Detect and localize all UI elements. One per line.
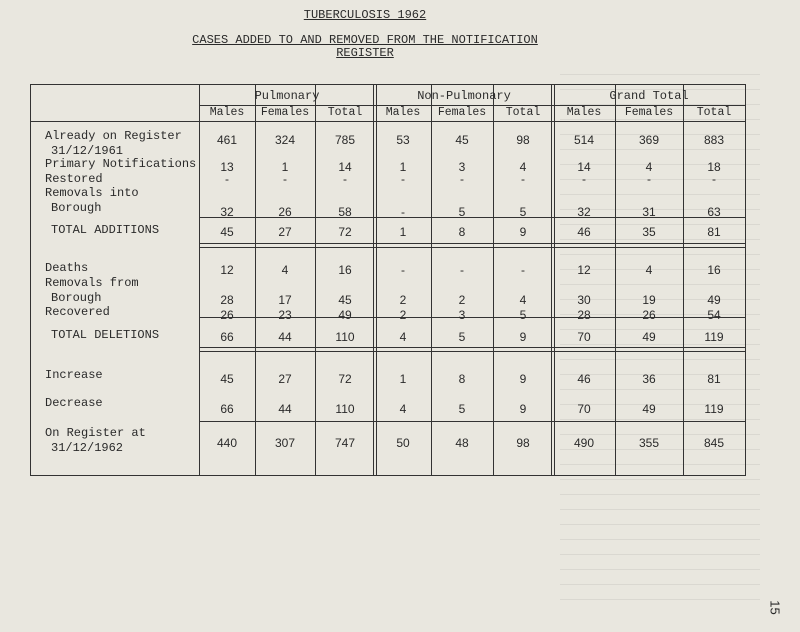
table-cell: - [283, 172, 287, 186]
table-cell: 5 [458, 205, 466, 219]
table-cell: 36 [642, 372, 656, 386]
table-cell: - [521, 172, 525, 186]
column-header: Total [696, 106, 732, 119]
row-label: Borough [51, 201, 102, 215]
table-cell: 5 [458, 330, 466, 344]
table-cell: 66 [220, 330, 234, 344]
table-cell: 747 [334, 436, 356, 450]
row-label: 31/12/1961 [51, 144, 124, 158]
table-cell: 45 [338, 293, 352, 307]
table-cell: 72 [338, 225, 352, 239]
column-header: Females [260, 106, 310, 119]
table-cell: - [401, 263, 405, 277]
column-header: Females [624, 106, 674, 119]
table-cell: 66 [220, 402, 234, 416]
table-cell: 369 [638, 133, 660, 147]
table-cell: 32 [577, 205, 591, 219]
table-title-line2: REGISTER [336, 46, 394, 60]
table-cell: 98 [516, 133, 530, 147]
row-label: Already on Register [45, 129, 182, 143]
table-cell: 110 [335, 330, 355, 344]
table-cell: 1 [399, 160, 407, 174]
table-cell: 119 [704, 402, 724, 416]
column-header: Total [505, 106, 541, 119]
table-cell: 46 [577, 225, 591, 239]
table-cell: 440 [216, 436, 238, 450]
row-label: Primary Notifications [45, 157, 197, 171]
table-cell: 49 [642, 402, 656, 416]
table-cell: 49 [707, 293, 721, 307]
row-label: 31/12/1962 [51, 441, 124, 455]
section-rule [199, 347, 745, 352]
table-cell: 81 [707, 225, 721, 239]
group-header: Grand Total [609, 89, 689, 103]
table-cell: 324 [274, 133, 296, 147]
table-cell: 27 [278, 372, 292, 386]
table-cell: 13 [220, 160, 234, 174]
table-cell: 58 [338, 205, 352, 219]
table-cell: 16 [707, 263, 721, 277]
table-cell: 26 [278, 205, 292, 219]
row-label: TOTAL ADDITIONS [51, 223, 160, 237]
table-cell: 9 [519, 372, 527, 386]
table-cell: 44 [278, 330, 292, 344]
table-cell: 4 [645, 160, 653, 174]
table-cell: 2 [399, 293, 407, 307]
table-cell: 16 [338, 263, 352, 277]
table-cell: 2 [458, 293, 466, 307]
table-cell: - [460, 263, 464, 277]
table-cell: 32 [220, 205, 234, 219]
table-cell: 785 [334, 133, 356, 147]
table-cell: 31 [642, 205, 656, 219]
table-cell: - [712, 172, 716, 186]
table-cell: - [343, 172, 347, 186]
table-cell: 54 [707, 308, 721, 322]
table-cell: 28 [577, 308, 591, 322]
group-header: Pulmonary [254, 89, 320, 103]
column-header: Males [566, 106, 602, 119]
row-label: TOTAL DELETIONS [51, 328, 160, 342]
table-cell: 119 [704, 330, 724, 344]
row-label: Increase [45, 368, 103, 382]
page-heading: TUBERCULOSIS 1962 [303, 8, 427, 22]
table-cell: 4 [519, 293, 527, 307]
column-header: Total [327, 106, 363, 119]
table-cell: 883 [703, 133, 725, 147]
table-cell: 12 [220, 263, 234, 277]
row-label: Removals from [45, 276, 139, 290]
table-cell: 49 [338, 308, 352, 322]
table-cell: 53 [396, 133, 410, 147]
table-cell: 19 [642, 293, 656, 307]
table-cell: 307 [274, 436, 296, 450]
table-cell: 35 [642, 225, 656, 239]
table-cell: 4 [399, 330, 407, 344]
table-cell: 9 [519, 225, 527, 239]
table-cell: 70 [577, 402, 591, 416]
column-header: Females [437, 106, 487, 119]
table-cell: 98 [516, 436, 530, 450]
table-cell: 9 [519, 402, 527, 416]
table-cell: 110 [335, 402, 355, 416]
row-label: Borough [51, 291, 102, 305]
table-cell: 4 [645, 263, 653, 277]
row-label: Decrease [45, 396, 103, 410]
table-cell: 4 [519, 160, 527, 174]
table-cell: 14 [577, 160, 591, 174]
table-cell: 14 [338, 160, 352, 174]
table-cell: 8 [458, 225, 466, 239]
table-cell: 45 [455, 133, 469, 147]
table-cell: 1 [399, 225, 407, 239]
table-cell: - [225, 172, 229, 186]
table-cell: 44 [278, 402, 292, 416]
table-cell: 50 [396, 436, 410, 450]
table-cell: 45 [220, 225, 234, 239]
table-cell: 355 [638, 436, 660, 450]
row-label: Deaths [45, 261, 89, 275]
table-cell: - [401, 205, 405, 219]
table-cell: 3 [458, 308, 466, 322]
table-cell: 30 [577, 293, 591, 307]
table-cell: 4 [281, 263, 289, 277]
table-cell: 45 [220, 372, 234, 386]
table-cell: 28 [220, 293, 234, 307]
table-cell: 18 [707, 160, 721, 174]
table-cell: 1 [399, 372, 407, 386]
section-rule [199, 243, 745, 248]
table-cell: - [582, 172, 586, 186]
table-cell: 72 [338, 372, 352, 386]
table-cell: 70 [577, 330, 591, 344]
table-cell: 23 [278, 308, 292, 322]
table-cell: 46 [577, 372, 591, 386]
table-cell: 2 [399, 308, 407, 322]
header-rule [31, 121, 745, 122]
table-cell: 461 [216, 133, 238, 147]
table-cell: 514 [573, 133, 595, 147]
row-rule [199, 421, 745, 422]
statistics-table [30, 84, 746, 476]
table-cell: - [460, 172, 464, 186]
table-cell: 81 [707, 372, 721, 386]
table-cell: 8 [458, 372, 466, 386]
column-header: Males [209, 106, 245, 119]
table-cell: - [647, 172, 651, 186]
column-header: Males [385, 106, 421, 119]
group-header: Non-Pulmonary [417, 89, 511, 103]
table-cell: 3 [458, 160, 466, 174]
table-cell: 17 [278, 293, 292, 307]
page-number: 15 [767, 600, 783, 615]
table-cell: 4 [399, 402, 407, 416]
table-cell: 63 [707, 205, 721, 219]
row-label: On Register at [45, 426, 146, 440]
table-cell: 9 [519, 330, 527, 344]
table-cell: 845 [703, 436, 725, 450]
row-label: Restored [45, 172, 103, 186]
table-cell: 49 [642, 330, 656, 344]
table-cell: 27 [278, 225, 292, 239]
table-cell: - [401, 172, 405, 186]
table-title-line1: CASES ADDED TO AND REMOVED FROM THE NOTIFICATION [192, 33, 538, 47]
table-cell: 1 [281, 160, 289, 174]
table-cell: 12 [577, 263, 591, 277]
table-cell: 490 [573, 436, 595, 450]
table-cell: - [521, 263, 525, 277]
table-cell: 5 [519, 308, 527, 322]
table-cell: 26 [220, 308, 234, 322]
table-cell: 26 [642, 308, 656, 322]
row-label: Recovered [45, 305, 110, 319]
row-label: Removals into [45, 186, 139, 200]
table-cell: 48 [455, 436, 469, 450]
table-cell: 5 [519, 205, 527, 219]
table-cell: 5 [458, 402, 466, 416]
